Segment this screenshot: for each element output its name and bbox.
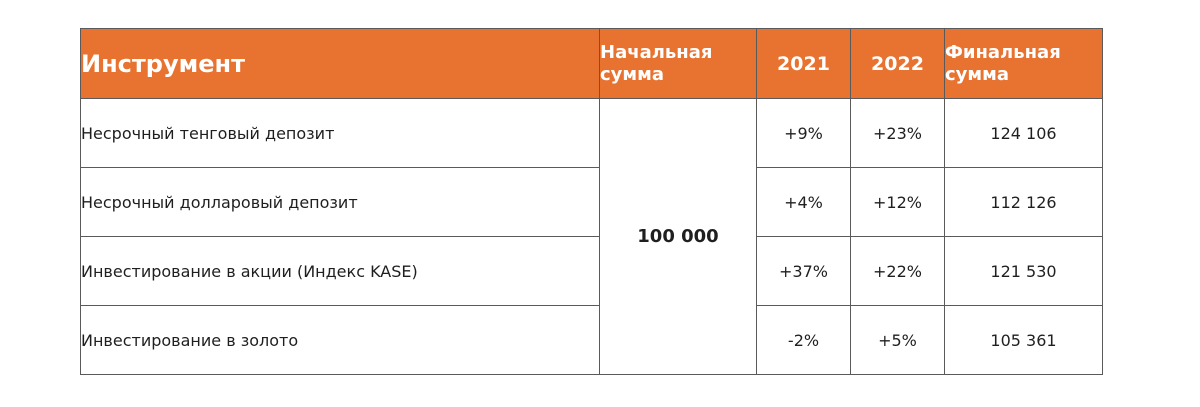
header-initial-line2: сумма <box>600 63 664 85</box>
cell-final-amount: 121 530 <box>945 237 1103 306</box>
table-row <box>81 99 1103 168</box>
header-row <box>81 29 1103 99</box>
header-final-amount <box>945 29 1103 99</box>
cell-instrument: Инвестирование в акции (Индекс KASE) <box>81 237 600 306</box>
cell-2022: +23% <box>851 99 945 168</box>
header-year-2021-label: 2021 <box>777 52 830 75</box>
table-body <box>81 99 1103 375</box>
cell-instrument: Несрочный долларовый депозит <box>81 168 600 237</box>
cell-final-amount: 112 126 <box>945 168 1103 237</box>
header-instrument <box>81 29 600 99</box>
header-instrument-label: Инструмент <box>81 49 246 78</box>
table-row <box>81 237 1103 306</box>
cell-2022: +22% <box>851 237 945 306</box>
cell-2021: +37% <box>757 237 851 306</box>
cell-final-amount: 105 361 <box>945 306 1103 375</box>
cell-2022: +12% <box>851 168 945 237</box>
table-row <box>81 168 1103 237</box>
table-header <box>81 29 1103 99</box>
header-final-line2: сумма <box>945 63 1009 85</box>
header-year-2021 <box>757 29 851 99</box>
header-initial-amount <box>600 29 757 99</box>
header-year-2022 <box>851 29 945 99</box>
cell-final-amount: 124 106 <box>945 99 1103 168</box>
header-initial-line1: Начальная <box>600 41 713 63</box>
cell-2021: +4% <box>757 168 851 237</box>
cell-2022: +5% <box>851 306 945 375</box>
table-row <box>81 306 1103 375</box>
cell-initial-amount: 100 000 <box>600 99 757 375</box>
header-final-line1: Финальная <box>945 41 1061 63</box>
investment-returns-table <box>80 28 1103 375</box>
header-year-2022-label: 2022 <box>871 52 924 75</box>
cell-2021: -2% <box>757 306 851 375</box>
cell-instrument: Инвестирование в золото <box>81 306 600 375</box>
cell-2021: +9% <box>757 99 851 168</box>
cell-instrument: Несрочный тенговый депозит <box>81 99 600 168</box>
